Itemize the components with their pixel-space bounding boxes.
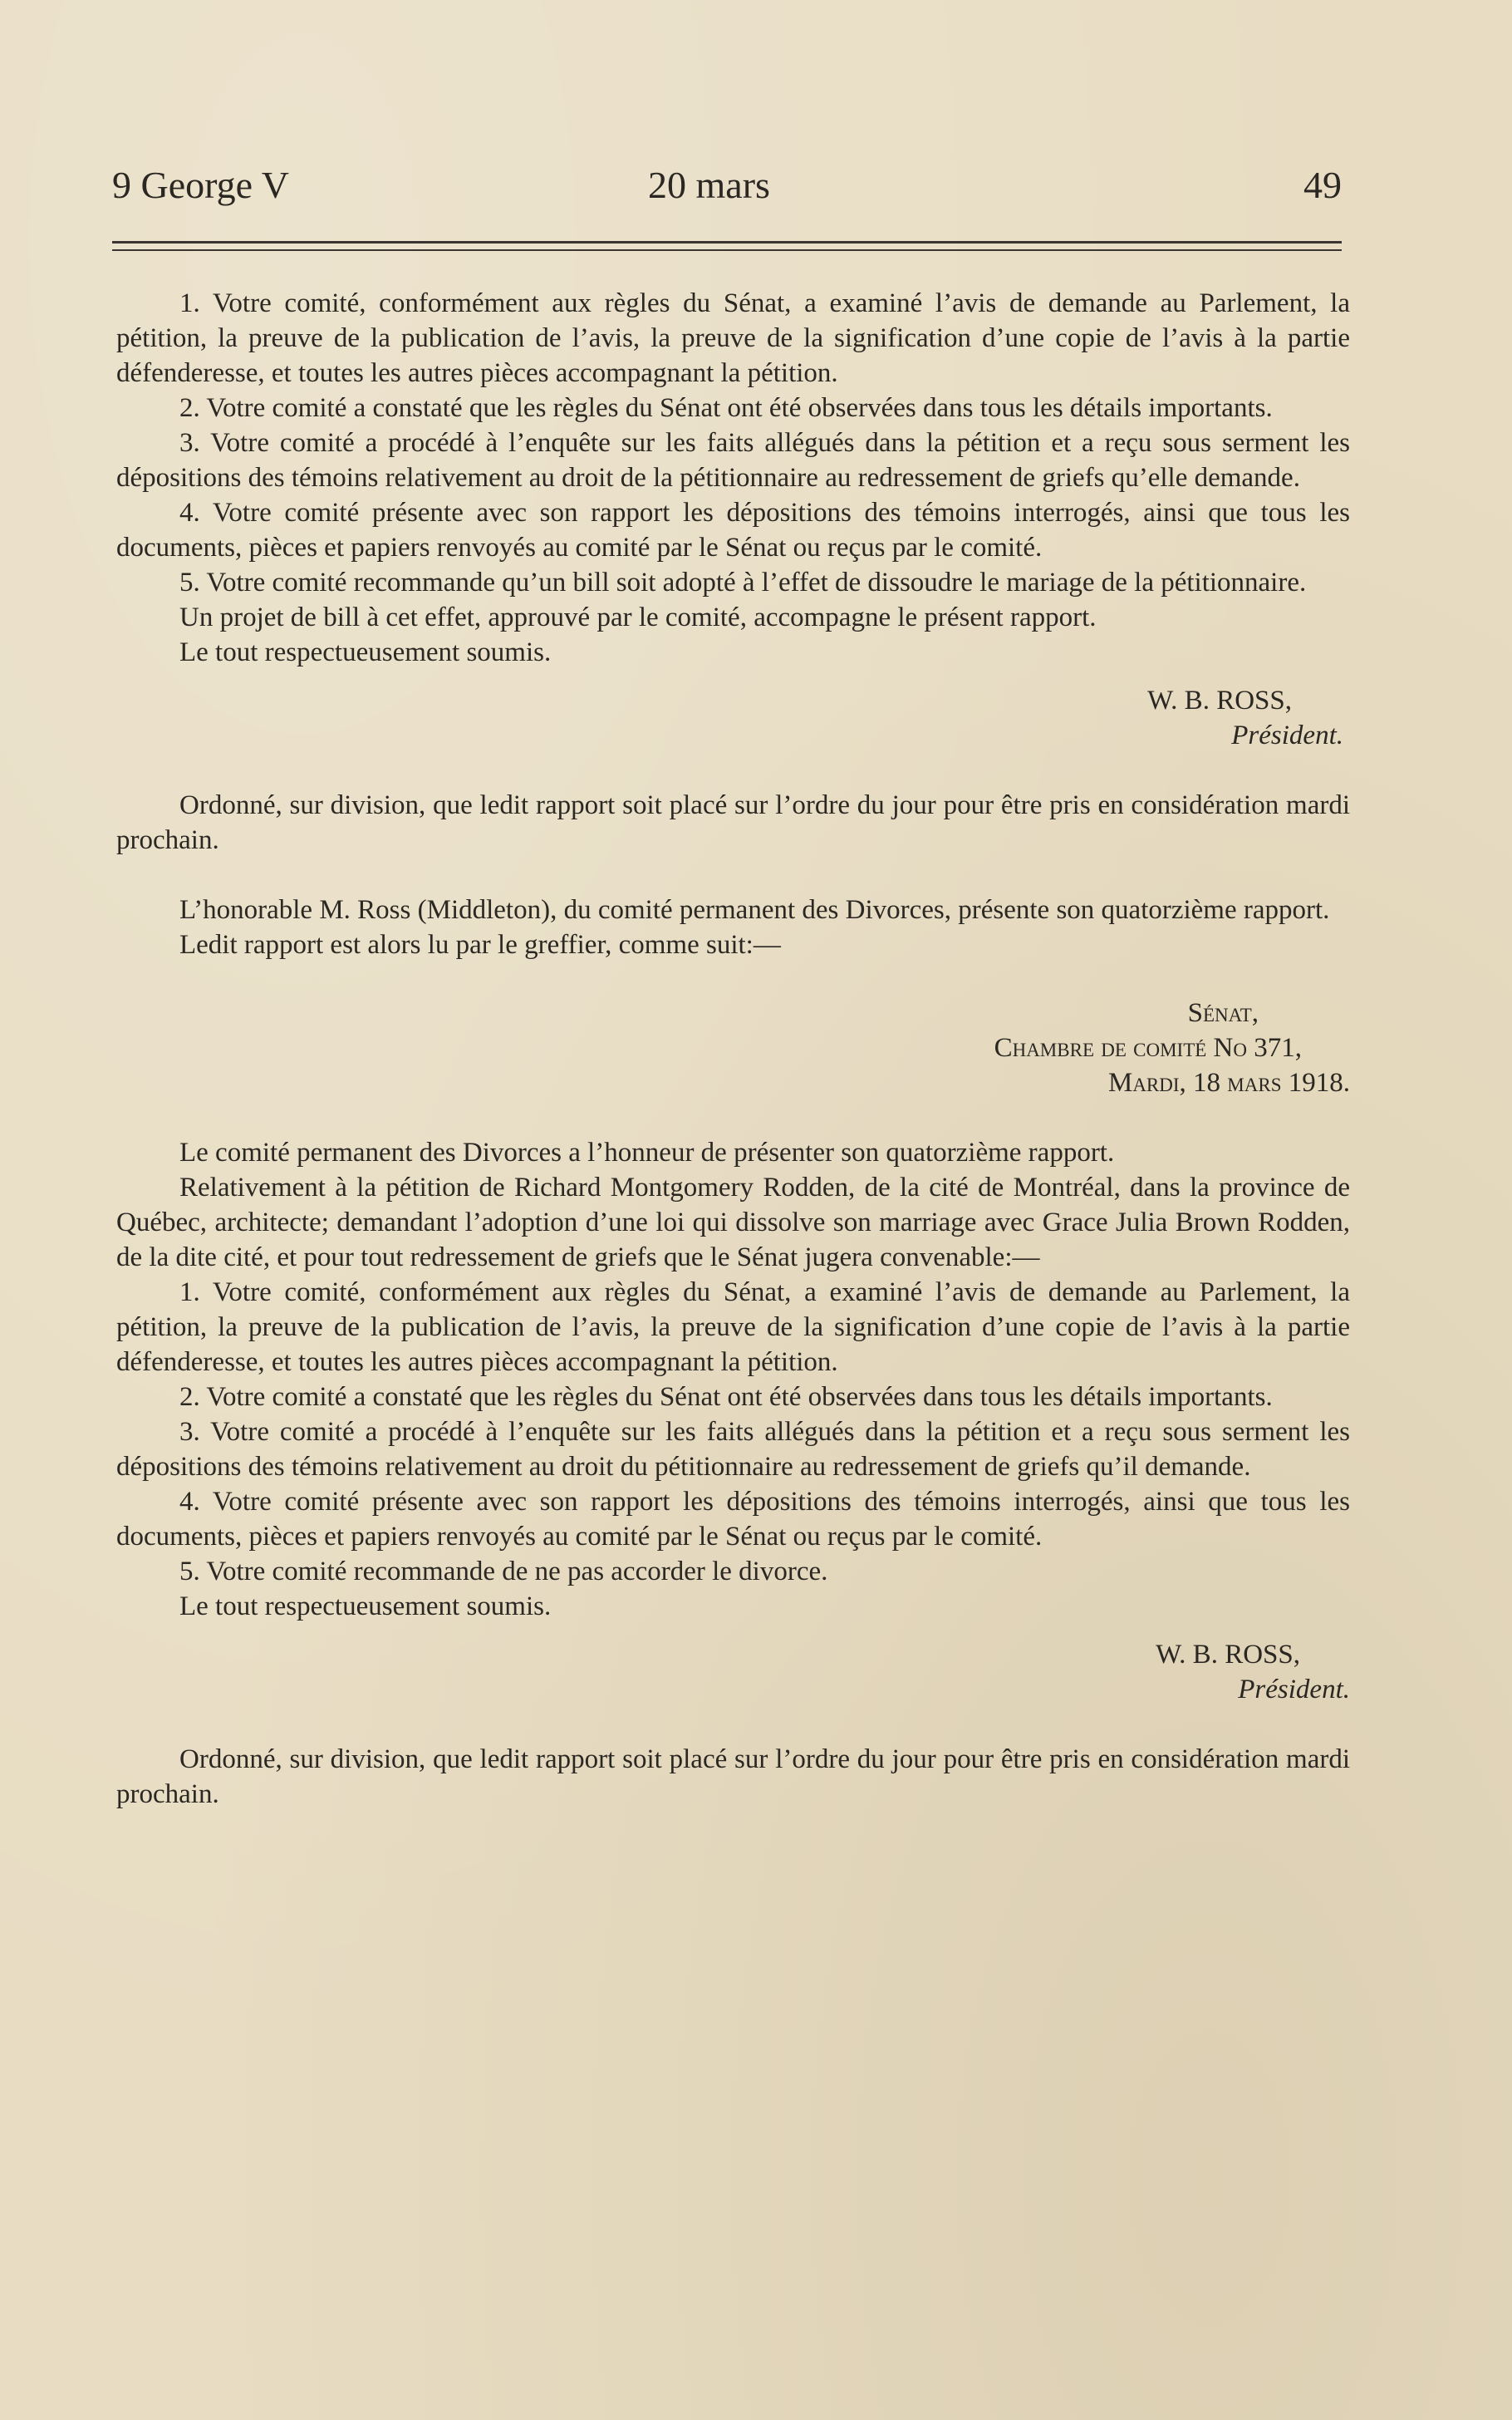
paragraph: 2. Votre comité a constaté que les règles du Sénat ont été observées dans tous les détails importants. xyxy=(179,393,1273,423)
page-number: 49 xyxy=(1303,164,1342,206)
paragraph: Le comité permanent des Divorces a l’honneur de présenter son quatorzième rapport. xyxy=(179,1138,1115,1168)
paragraph: Le tout respectueusement soumis. xyxy=(179,637,552,667)
report-dateline xyxy=(116,996,1350,1100)
signature-title: Président. xyxy=(1238,1675,1350,1704)
dateline-date: Mardi, 18 mars 1918. xyxy=(1107,1068,1350,1098)
paragraph: 1. Votre comité, conformément aux règles du Sénat, a examiné l’avis de demande au Parlement, la pétition, la preuve de la publication de l’avis, la preuve de la signification d’une copie de l’avis à la partie défenderesse, et toutes les autres pièces accompagnant la pétition. xyxy=(116,288,1350,388)
paragraph: Ledit rapport est alors lu par le greffier, comme suit:— xyxy=(179,930,781,960)
header-date: 20 mars xyxy=(648,164,770,206)
paragraph: 3. Votre comité a procédé à l’enquête sur les faits allégués dans la pétition et a reçu sous serment les dépositions des témoins relativement au droit de la pétitionnaire au redressement de griefs qu’elle demande. xyxy=(116,428,1350,493)
paragraph: 5. Votre comité recommande qu’un bill soit adopté à l’effet de dissoudre le mariage de la pétitionnaire. xyxy=(179,568,1307,598)
paragraph: 5. Votre comité recommande de ne pas accorder le divorce. xyxy=(179,1557,828,1586)
paragraph: Relativement à la pétition de Richard Montgomery Rodden, de la cité de Montréal, dans la province de Québec, architecte; demandant l’adoption d’une loi qui dissolve son marriage avec Grace Julia Brown Rodden, de la dite cité, et pour tout redressement de griefs que le Sénat jugera convenable:— xyxy=(116,1173,1350,1272)
order-paragraph: Ordonné, sur division, que ledit rapport soit placé sur l’ordre du jour pour être pris en considération mardi prochain. xyxy=(116,1744,1350,1809)
page-header xyxy=(112,163,1342,213)
header-rule-top xyxy=(112,241,1342,243)
paragraph: 1. Votre comité, conformément aux règles du Sénat, a examiné l’avis de demande au Parlement, la pétition, la preuve de la publication de l’avis, la preuve de la signification d’une copie de l’avis à la partie défenderesse, et toutes les autres pièces accompagnant la pétition. xyxy=(116,1277,1350,1377)
signature-title: Président. xyxy=(1231,721,1343,750)
signature-block xyxy=(116,683,1350,753)
order-paragraph: Ordonné, sur division, que ledit rapport soit placé sur l’ordre du jour pour être pris en considération mardi prochain. xyxy=(116,790,1350,855)
paragraph: Un projet de bill à cet effet, approuvé par le comité, accompagne le présent rapport. xyxy=(179,603,1097,632)
signature-name: W. B. ROSS, xyxy=(1156,1640,1300,1670)
header-rule-bottom xyxy=(112,249,1342,251)
dateline-senate: Sénat, xyxy=(1187,998,1259,1028)
page-body xyxy=(116,286,1350,1812)
header-regnal-year: 9 George V xyxy=(112,164,289,206)
paragraph: 2. Votre comité a constaté que les règles du Sénat ont été observées dans tous les détails importants. xyxy=(179,1382,1273,1412)
paragraph: 4. Votre comité présente avec son rapport les dépositions des témoins interrogés, ainsi que tous les documents, pièces et papiers renvoyés au comité par le Sénat ou reçus par le comité. xyxy=(116,498,1350,563)
paragraph: Le tout respectueusement soumis. xyxy=(179,1591,552,1621)
paragraph: 3. Votre comité a procédé à l’enquête sur les faits allégués dans la pétition et a reçu sous serment les dépositions des témoins relativement au droit du pétitionnaire au redressement de griefs qu’il demande. xyxy=(116,1417,1350,1482)
signature-block xyxy=(116,1637,1350,1707)
paragraph: 4. Votre comité présente avec son rapport les dépositions des témoins interrogés, ainsi que tous les documents, pièces et papiers renvoyés au comité par le Sénat ou reçus par le comité. xyxy=(116,1487,1350,1552)
paragraph: L’honorable M. Ross (Middleton), du comité permanent des Divorces, présente son quatorzième rapport. xyxy=(179,895,1330,925)
dateline-room: Chambre de comité No 371, xyxy=(994,1033,1302,1063)
signature-name: W. B. ROSS, xyxy=(1147,686,1292,716)
